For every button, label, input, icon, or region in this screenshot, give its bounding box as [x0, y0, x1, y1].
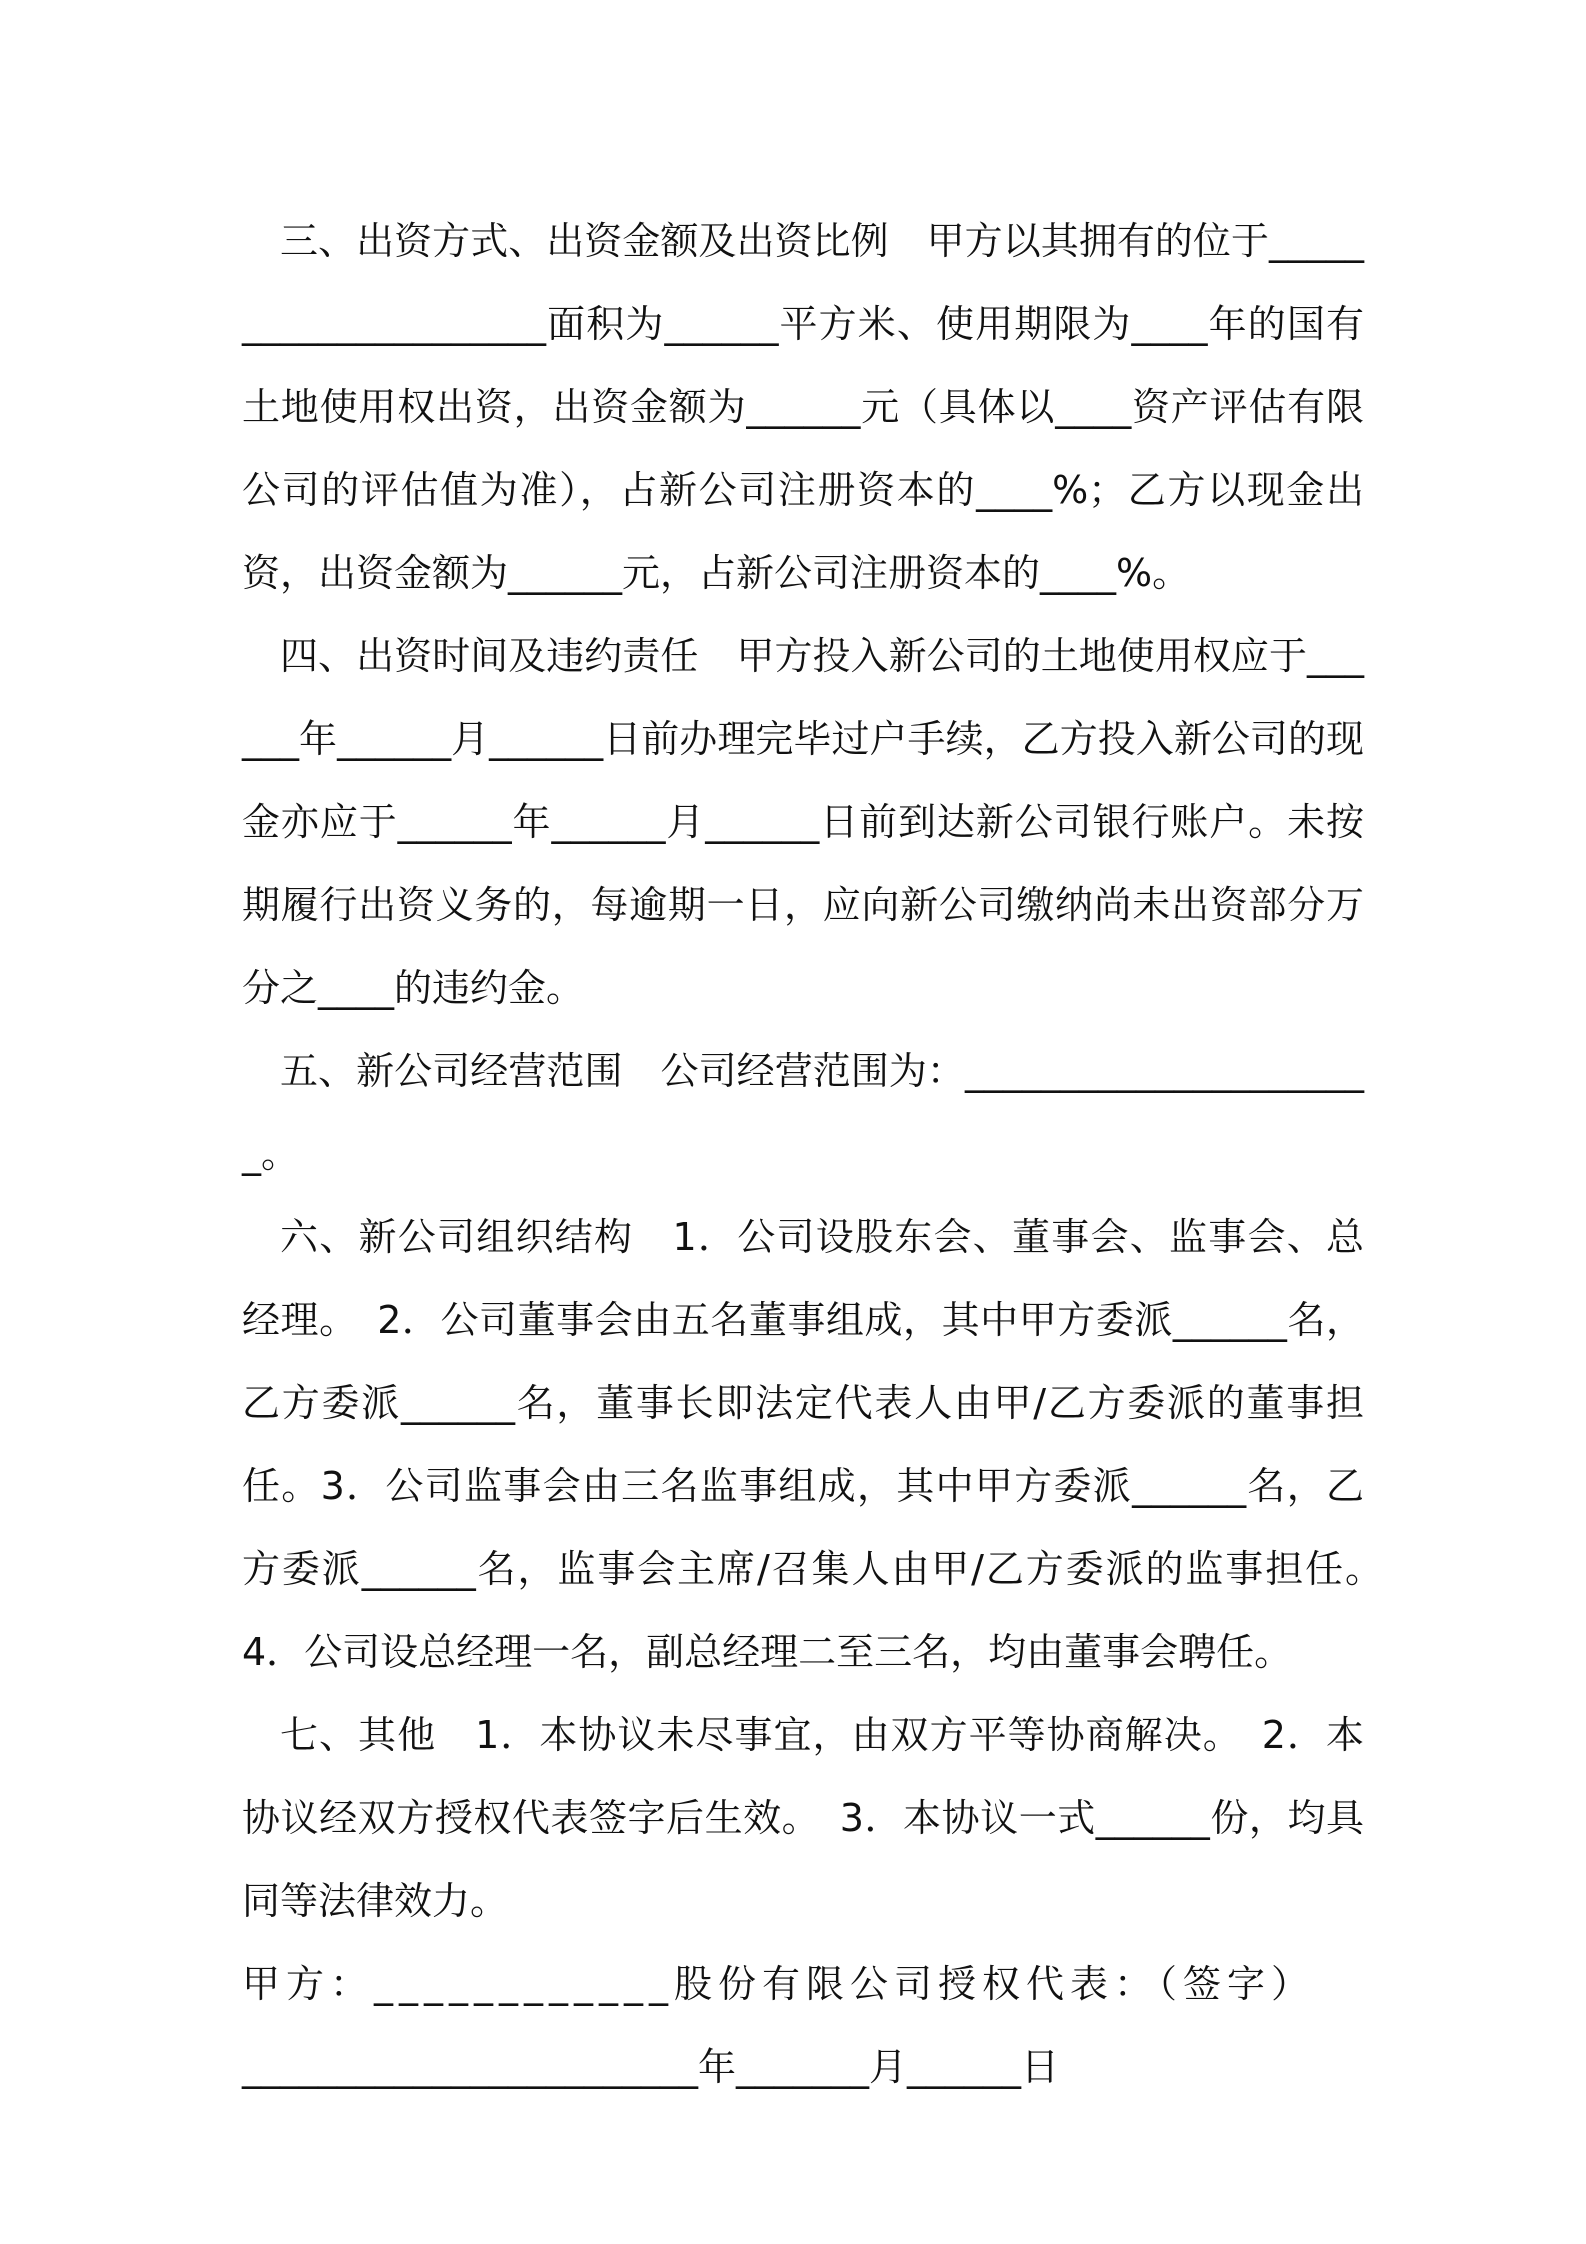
- party-a-signature-line: 甲方：____________股份有限公司授权代表：（签字）: [242, 1962, 1316, 2006]
- signature-date-line: ________________________年_______月______日: [242, 2045, 1060, 2089]
- clause-4-contribution-time-liability: 四、出资时间及违约责任 甲方投入新公司的土地使用权应于______年______月______日前办理完毕过户手续，乙方投入新公司的现金亦应于______年______月______日前到达新公司银行账户。未按期履行出资义务的，每逾期一日，应向新公司缴纳尚未出资部分万分之____的违约金。: [242, 634, 1364, 1010]
- clause-7-other: 七、其他 1．本协议未尽事宜，由双方平等协商解决。 2．本协议经双方授权代表签字后生效。 3．本协议一式______份，均具同等法律效力。: [242, 1713, 1364, 1923]
- clause-5-business-scope: 五、新公司经营范围 公司经营范围为：______________________。: [242, 1049, 1364, 1176]
- clause-3-capital-contribution: 三、出资方式、出资金额及出资比例 甲方以其拥有的位于_____________________面积为______平方米、使用期限为____年的国有土地使用权出资，出资金额为______元（具体以____资产评估有限公司的评估值为准），占新公司注册资本的____%；乙方以现金出资，出资金额为______元，占新公司注册资本的____%。: [242, 219, 1364, 595]
- document-body: [242, 200, 1403, 2109]
- clause-6-organization-structure: 六、新公司组织结构 1．公司设股东会、董事会、监事会、总经理。 2．公司董事会由五名董事组成，其中甲方委派______名，乙方委派______名，董事长即法定代表人由甲/乙方委派的董事担任。3．公司监事会由三名监事组成，其中甲方委派______名，乙方委派______名，监事会主席/召集人由甲/乙方委派的监事担任。 4．公司设总经理一名，副总经理二至三名，均由董事会聘任。: [242, 1215, 1403, 1674]
